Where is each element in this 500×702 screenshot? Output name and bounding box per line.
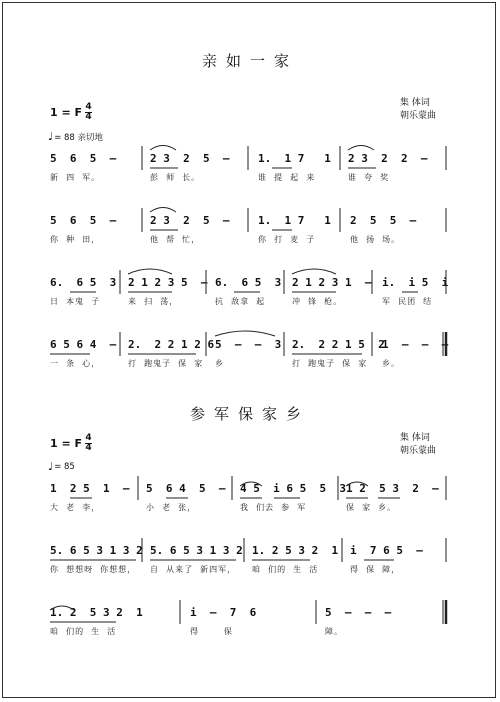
- lyric: 大 老 李，: [50, 503, 101, 512]
- notation-row: [0, 276, 500, 292]
- time-signature: [85, 434, 92, 453]
- lyricist: 集 体词: [400, 98, 430, 108]
- lyric: 你 打 麦 子: [258, 235, 316, 244]
- measure: 2 3 2 2 –: [348, 152, 428, 165]
- lyric: 自 从来了 新四军，: [150, 565, 237, 574]
- measure: 1. 1 7 1: [258, 214, 331, 227]
- quarter-note-icon: ♩: [48, 130, 54, 143]
- time-top: 4: [85, 433, 92, 443]
- lyric: 得 保 障，: [350, 565, 401, 574]
- measure: 4 5 i 6 5 5 3: [240, 482, 346, 495]
- song-title: 参军保家乡: [189, 405, 310, 423]
- lyric: 来 扫 荡，: [128, 297, 179, 306]
- notation-row: [0, 544, 500, 560]
- lyric: 冲 锋 枪。: [292, 297, 343, 306]
- measure: 2 1 2 3 5 –: [128, 276, 208, 289]
- lyric: 新 四 军。: [50, 173, 101, 182]
- lyrics-row: [0, 296, 500, 308]
- lyrics-row: [0, 172, 500, 184]
- lyrics-row: [0, 502, 500, 514]
- measure: 2 3 2 5 –: [150, 152, 230, 165]
- measure: 5. 6 5 3 1 3 2: [150, 544, 243, 557]
- lyric: 咱 们的 生 活: [252, 565, 319, 574]
- lyric: 日 本鬼 子: [50, 297, 101, 306]
- composer: 朝乐蒙曲: [400, 446, 437, 456]
- tempo-text: = 88 亲切地: [54, 132, 104, 143]
- measure: 1 – – –: [382, 338, 449, 351]
- lyric: 你 想想呀 你想想，: [50, 565, 137, 574]
- measure: 1. 2 5 3 2 1: [252, 544, 339, 557]
- lyric: 谁 夸 奖: [348, 173, 390, 182]
- lyric: 你 种 田，: [50, 235, 101, 244]
- measure: 2. 2 2 1 2 6: [128, 338, 215, 351]
- lyrics-row: [0, 358, 500, 370]
- key-signature: [50, 434, 92, 453]
- tempo-marking: [48, 130, 103, 143]
- notation-row: [0, 338, 500, 354]
- lyric: 军 民团 结: [382, 297, 433, 306]
- measure: 1. 2 5 3 2 1: [50, 606, 143, 619]
- notation-row: [0, 606, 500, 622]
- measure: 1. 1 7 1: [258, 152, 331, 165]
- lyric: 一 条 心，: [50, 359, 101, 368]
- measure: 5 – – 3: [215, 338, 282, 351]
- time-bottom: 4: [85, 443, 92, 453]
- measure: i – 7 6: [190, 606, 257, 619]
- measure: 2. 2 2 1 5 2: [292, 338, 385, 351]
- key-signature: [50, 103, 92, 122]
- lyric: 谁 提 起 来: [258, 173, 316, 182]
- quarter-note-icon: ♩: [48, 460, 54, 473]
- lyric: 打 跑鬼子 保 家: [128, 359, 204, 368]
- measure: 6. 6 5 3: [215, 276, 282, 289]
- lyric: 得 保: [190, 627, 233, 636]
- lyric: 抗 敌拿 起: [215, 297, 266, 306]
- lyric: 乡: [215, 359, 224, 368]
- measure: 5 – – –: [325, 606, 392, 619]
- measure: 2 5 5 –: [350, 214, 417, 227]
- composer: 朝乐蒙曲: [400, 111, 437, 121]
- measure: 5 6 5 –: [50, 152, 117, 165]
- lyric: 我 们去 参 军: [240, 503, 307, 512]
- lyric: 小 老 张，: [146, 503, 197, 512]
- lyric: 彭 师 长。: [150, 173, 201, 182]
- lyric: 他 帮 忙，: [150, 235, 201, 244]
- credits: [400, 432, 480, 458]
- key-label: 1 = F: [50, 106, 83, 119]
- measure: 5. 6 5 3 1 3 2: [50, 544, 143, 557]
- time-bottom: 4: [85, 112, 92, 122]
- lyrics-row: [0, 234, 500, 246]
- time-top: 4: [85, 102, 92, 112]
- lyric: 乡。: [382, 359, 400, 368]
- song-title: 亲如一家: [201, 52, 298, 70]
- lyrics-row: [0, 626, 500, 638]
- credits: [400, 97, 480, 123]
- notation-row: [0, 482, 500, 498]
- key-label: 1 = F: [50, 437, 83, 450]
- measure: i. i 5 i: [382, 276, 449, 289]
- lyrics-row: [0, 564, 500, 576]
- notation-row: [0, 152, 500, 168]
- measure: 1 2 5 3 2 –: [346, 482, 439, 495]
- time-signature: [85, 103, 92, 122]
- tempo-text: = 85: [54, 461, 75, 472]
- notation-row: [0, 214, 500, 230]
- lyric: 他 扬 场。: [350, 235, 401, 244]
- lyric: 保 家 乡。: [346, 503, 397, 512]
- measure: 2 3 2 5 –: [150, 214, 230, 227]
- tempo-marking: [48, 460, 75, 473]
- lyricist: 集 体词: [400, 433, 430, 443]
- lyric: 打 跑鬼子 保 家: [292, 359, 368, 368]
- measure: 2 1 2 3 1 –: [292, 276, 372, 289]
- measure: i 7 6 5 –: [350, 544, 423, 557]
- measure: 6 5 6 4 –: [50, 338, 117, 351]
- measure: 1 2 5 1 –: [50, 482, 130, 495]
- measure: 5 6 4 5 –: [146, 482, 226, 495]
- measure: 5 6 5 –: [50, 214, 117, 227]
- measure: 6. 6 5 3: [50, 276, 117, 289]
- lyric: 咱 们的 生 活: [50, 627, 117, 636]
- lyric: 障。: [325, 627, 343, 636]
